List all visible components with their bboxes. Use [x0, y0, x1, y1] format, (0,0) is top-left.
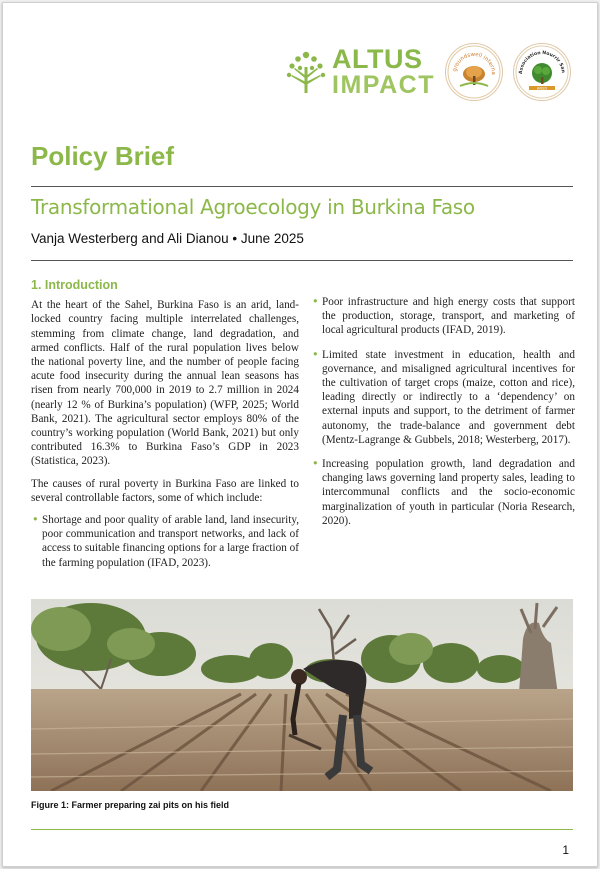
section-heading: 1. Introduction	[31, 278, 118, 292]
header-divider	[31, 186, 573, 187]
farmer-photo	[31, 599, 573, 791]
groundswell-arc-text: groundswell interna	[452, 51, 497, 75]
figure-caption: Figure 1: Farmer preparing zai pits on his field	[31, 800, 230, 810]
list-item-text: Limited state investment in education, health and governance, and misaligned agricultural incentives for the cultivation of target crops (maize, cotton and rice), leading directly or indirectly to a ‘dependency’ on external inputs and support, to the detriment of farmer autonomy, the trade-balance and government debt (Mentz-Lagrange & Gubbels, 2018; Westerberg, 2017).	[322, 348, 575, 446]
bullet-icon: •	[312, 347, 319, 361]
causes-list-right	[311, 295, 575, 528]
ansd-abbr: ANSD	[536, 86, 548, 91]
altus-wordmark-line1: ALTUS	[332, 44, 423, 74]
list-item	[311, 348, 575, 447]
page-number: 1	[562, 843, 569, 857]
list-item-text: Increasing population growth, land degradation and changing laws governing land property sales, leading to intercommunal conflicts and the socio-economic marginalization of youth in particular (Noria Research, 2020).	[322, 458, 575, 527]
bullet-icon: •	[312, 457, 319, 471]
list-item	[311, 457, 575, 528]
ansd-arc-text: Association Nourrir San	[518, 50, 566, 75]
bullet-icon: •	[32, 513, 39, 527]
policy-brief-label: Policy Brief	[31, 141, 175, 171]
altus-wordmark-line2: IMPACT	[332, 71, 435, 99]
ansd-logo	[513, 43, 571, 101]
right-column	[311, 295, 575, 538]
groundswell-logo	[445, 43, 503, 101]
groundswell-tree-icon	[446, 44, 502, 100]
document-title: Transformational Agroecology in Burkina Faso	[31, 195, 475, 219]
list-item	[31, 513, 299, 570]
document-page	[2, 2, 598, 867]
tree-icon	[286, 49, 326, 95]
left-column	[31, 278, 299, 580]
bullet-icon: •	[312, 295, 319, 308]
causes-paragraph: The causes of rural poverty in Burkina Faso are linked to several controllable factors, some of which include:	[31, 477, 299, 504]
footer-divider	[31, 829, 573, 830]
byline: Vanja Westerberg and Ali Dianou • June 2025	[31, 231, 304, 246]
field-image	[31, 599, 573, 791]
causes-list-left	[31, 513, 299, 570]
list-item-text: Shortage and poor quality of arable land, land insecurity, poor communication and transport networks, and lack of access to suitable financing options for a large fraction of the farming population (IFAD, 2023).	[42, 514, 299, 569]
ansd-tree-icon	[514, 44, 570, 100]
list-item	[311, 295, 575, 338]
intro-paragraph: At the heart of the Sahel, Burkina Faso is an arid, land-locked country facing multiple interrelated challenges, stemming from climate change, land degradation, and armed conflicts. Half of the rural population lives below the national poverty line, and the number of people facing acute food insecurity during the annual lean seasons has risen from nearly 700,000 in 2019 to 2.7 million in 2024 (nearly 12 % of Burkina’s population) (WFP, 2025; World Bank, 2021). The agricultural sector employs 80% of the country’s working population (World Bank, 2021) but only contributed 16.3% to Burkina Faso’s GDP in 2023 (Statistica, 2023).	[31, 299, 299, 468]
list-item-text: Poor infrastructure and high energy costs that support the production, storage, transport, and marketing of local agricultural products (IFAD, 2019).	[322, 296, 575, 337]
byline-divider	[31, 260, 573, 261]
partner-logos	[286, 43, 571, 101]
altus-impact-logo	[286, 46, 435, 98]
